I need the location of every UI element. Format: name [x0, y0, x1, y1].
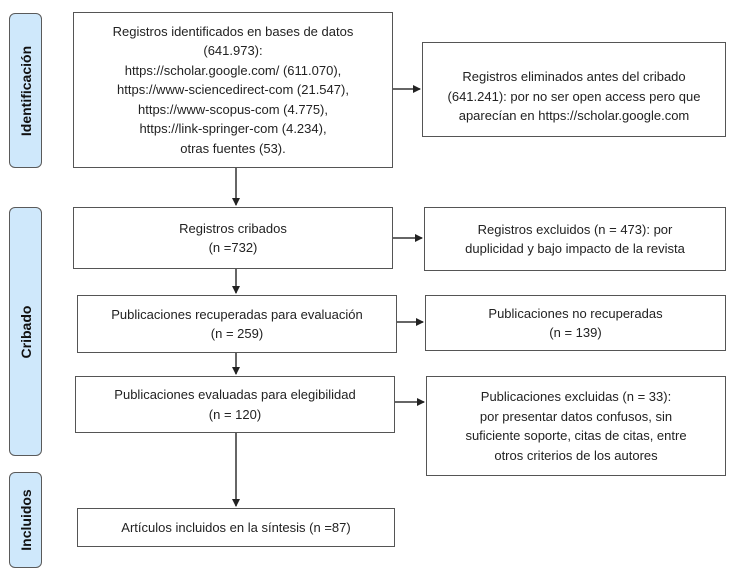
phase-label: Cribado [17, 305, 34, 358]
text-line: Registros eliminados antes del cribado [462, 69, 686, 85]
text-line: https://link-springer-com (4.234), [139, 121, 327, 137]
text-line: Publicaciones recuperadas para evaluación [111, 306, 363, 322]
box-publications-retrieved [77, 295, 397, 353]
text-line: suficiente soporte, citas de citas, entre [465, 428, 687, 443]
text-line: Publicaciones excluidas (n = 33): [480, 389, 672, 404]
text-line: por presentar datos confusos, sin [479, 408, 673, 424]
text-line: Publicaciones evaluadas para elegibilidad [114, 387, 356, 402]
box-publications-excluded [426, 376, 726, 476]
text-line: https://www-scopus-com (4.775), [137, 101, 328, 117]
phase-identificacion [9, 13, 42, 168]
text-line: (641.973): [203, 43, 263, 59]
box-records-removed [422, 42, 726, 137]
box-publications-not-retrieved [425, 295, 726, 351]
text-line: otras fuentes (53). [180, 140, 286, 156]
text-line: Registros cribados [179, 220, 287, 236]
text-line: Publicaciones no recuperadas [488, 305, 663, 321]
text-line: (641.241): por no ser open access pero que [447, 88, 701, 104]
text-line: https://www-sciencedirect-com (21.547), [117, 82, 349, 98]
text-line: aparecían en https://scholar.google.com [458, 108, 690, 124]
text-line: duplicidad y bajo impacto de la revista [465, 241, 685, 256]
box-records-screened [73, 207, 393, 269]
text-line: (n = 120) [208, 406, 262, 422]
text-line: otros criterios de los autores [494, 447, 658, 463]
box-records-excluded [424, 207, 726, 271]
text-line: (n = 259) [210, 326, 264, 341]
text-line: Registros identificados en bases de datos [112, 23, 354, 39]
box-publications-assessed [75, 376, 395, 433]
phase-incluidos [9, 472, 42, 568]
text-line: (n =732) [208, 240, 258, 255]
text-line: Artículos incluidos en la síntesis (n =87) [121, 519, 351, 535]
phase-cribado [9, 207, 42, 456]
phase-label: Identificación [17, 45, 34, 136]
text-line: Registros excluidos (n = 473): por [477, 221, 673, 237]
text-line: (n = 139) [549, 325, 602, 340]
box-articles-included [77, 508, 395, 547]
box-records-identified [73, 12, 393, 168]
phase-label: Incluidos [17, 489, 34, 551]
text-line: https://scholar.google.com/ (611.070), [124, 62, 342, 78]
